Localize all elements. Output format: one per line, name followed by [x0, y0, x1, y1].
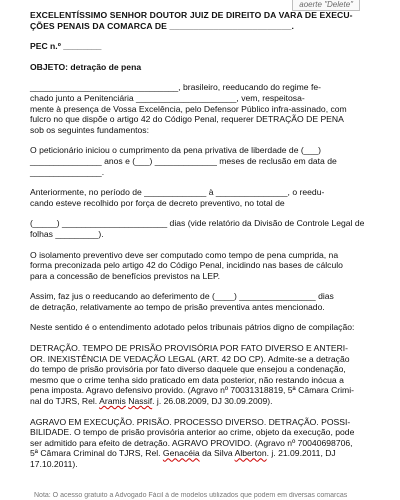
objeto-line: OBJETO: detração de pena [30, 61, 142, 72]
jurisprudence-line: do tempo de prisão provisória por fato diverso daquele que ensejou a condenação, [30, 364, 346, 375]
pec-number: PEC n.º ________ [30, 41, 102, 52]
judge-surname-spellcheck: Nassif [128, 396, 153, 407]
jurisprudence-line [30, 396, 368, 407]
paragraph-4 [30, 250, 368, 282]
judge-surname-spellcheck: Alberton [234, 448, 267, 459]
text-run: nal do TJRS, Rel. [30, 396, 100, 407]
jurisprudence-line: 17.10.2011). [30, 459, 78, 469]
document-body [30, 10, 368, 470]
text-run: da Silva [199, 448, 235, 459]
judge-name-spellcheck: Genacéia [162, 448, 200, 459]
intro-paragraph [30, 82, 368, 135]
paragraph-line: forma preconizada pelo artigo 42 do Código Penal, incidindo nas bases de cálculo [30, 260, 343, 271]
intro-line: mente à presença de Vossa Excelência, pelo Defensor Público infra-assinado, com [30, 103, 347, 114]
text-run: . j. 21.09.2011, DJ [266, 448, 336, 459]
jurisprudence-2 [30, 417, 368, 470]
jurisprudence-line: BILIDADE. O tempo de prisão provisória anterior ao crime, objeto da execução, pode [30, 427, 355, 438]
jurisprudence-line: ser admitido para efeito de detração. AGRAVO PROVIDO. (Agravo nº 70040698706, [30, 437, 353, 448]
paragraph-line: (_____) ______________________ dias (vide relatório da Divisão de Controle Legal de [30, 218, 365, 229]
jurisprudence-line: DETRAÇÃO. TEMPO DE PRISÃO PROVISÓRIA POR FATO DIVERSO E ANTERI- [30, 343, 349, 354]
paragraph-line: Anteriormente, no período de _____________ à _______________, o reedu- [30, 187, 325, 198]
paragraph-line: para a concessão de benefícios previstos na LEP. [30, 270, 220, 281]
paragraph-line: Assim, faz jus o reeducando ao deferimento de (____) ________________ dias [30, 291, 334, 302]
intro-line: _______________________________, brasileiro, reeducando do regime fe- [30, 82, 321, 93]
paragraph-line: cando esteve recolhido por força de decreto preventivo, no total de [30, 197, 285, 208]
paragraph-line: O peticionário iniciou o cumprimento da pena privativa de liberdade de (___) [30, 145, 321, 156]
paragraph-5 [30, 291, 368, 312]
paragraph-line: folhas _________). [30, 228, 104, 239]
jurisprudence-line: AGRAVO EM EXECUÇÃO. PRISÃO. PROCESSO DIVERSO. DETRAÇÃO. POSSI- [30, 416, 351, 427]
paragraph-line: _______________. [30, 166, 105, 177]
paragraph-2 [30, 187, 368, 208]
judge-name-spellcheck: Aramis [99, 396, 126, 407]
paragraph-line: de detração, relativamente ao tempo de prisão preventiva antes mencionado. [30, 301, 325, 312]
intro-line: sob os seguintes fundamentos: [30, 124, 149, 135]
jurisprudence-line: mesmo que o crime tenha sido praticado em data posterior, não restando inócua a [30, 374, 344, 385]
paragraph-line: O isolamento preventivo deve ser computado como tempo de pena cumprida, na [30, 249, 339, 260]
jurisprudence-line [30, 448, 368, 459]
jurisprudence-line: pena imposta. Agravo defensivo provido. (Agravo nº 70031318819, 5ª Câmara Crimi- [30, 385, 354, 396]
heading-line-1: EXCELENTÍSSIMO SENHOR DOUTOR JUIZ DE DIREITO DA VARA DE EXECU- [30, 10, 353, 20]
jurisprudence-line: OR. INEXISTÊNCIA DE VEDAÇÃO LEGAL (ART. 42 DO CP). Admite-se a detração [30, 353, 350, 364]
footer-note: Nota: O acesso gratuito a Advogado Fácil à de modelos utilizados que podem em diversas comarcas [34, 492, 348, 499]
text-run: . j. 26.08.2009, DJ 30.09.2009). [152, 396, 273, 407]
text-run: 5ª Câmara Criminal do TJRS, Rel. [30, 448, 163, 459]
document-heading [30, 10, 368, 31]
paragraph-3 [30, 218, 368, 239]
heading-line-2: ÇÕES PENAIS DA COMARCA DE _________________________. [30, 20, 294, 31]
paragraph-line: _______________ anos e (___) _____________ meses de reclusão em data de [30, 155, 337, 166]
delete-note: aoerte "Delete" [292, 0, 360, 11]
paragraph-1 [30, 145, 368, 177]
jurisprudence-1 [30, 343, 368, 407]
intro-line: chado junto a Penitenciária _____________________, vem, respeitosa- [30, 92, 305, 103]
paragraph-6: Neste sentido é o entendimento adotado pelos tribunais pátrios digno de compilação: [30, 322, 355, 333]
intro-line: fulcro no que dispõe o artigo 42 do Código Penal, requerer DETRAÇÃO DE PENA [30, 114, 344, 125]
